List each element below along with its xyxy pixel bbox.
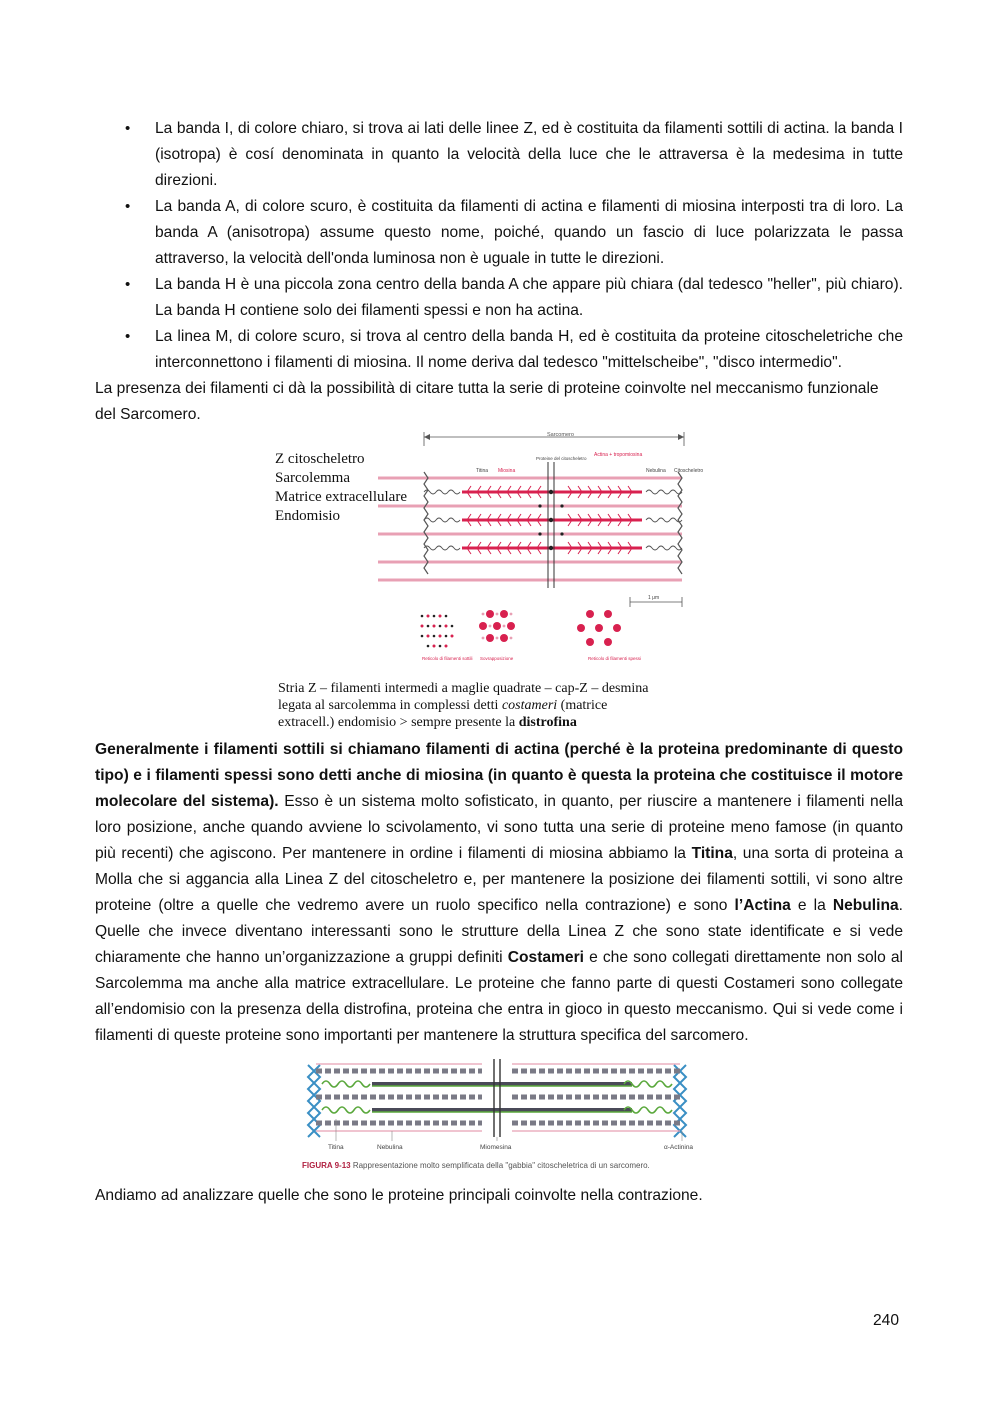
bullet-item: • La banda H è una piccola zona centro della banda A che appare più chiara (dal tedesco "heller", più chiaro). La banda H contiene solo dei filamenti spessi e non ha actina. [95,272,903,324]
sovrapposizione-label: Sovrapposizione [480,656,514,661]
cross-section-thick [577,610,641,661]
sarcomero-label: Sarcomero [547,432,574,438]
main-paragraph: Generalmente i filamenti sottili si chiamano filamenti di actina (perché è la proteina predominante di questo tipo) e i filamenti spessi sono detti anche di miosina (in quanto è questa la proteina che costituisce il motore molecolare del sistema). Esso è un sistema molto sofisticato, in quanto, per riuscire a mantenere i filamenti nella loro posizione, anche quando avviene lo scivolamento, vi sono tutta una serie di proteine meno famose (in quanto più recenti) che agiscono. Per mantenere in ordine i filamenti di miosina abbiamo la Titina, una sorta di proteina a Molla che si aggancia alla Linea Z del citoscheletro e, per mantenere la posizione dei filamenti sottili, vi sono altre proteine (oltre a quelle che vedremo avere un ruolo specifico nella contrazione) e sono l’Actina e la Nebulina. Quelle che invece diventano interessanti sono le strutture della Linea Z che sono state identificate e si vede chiaramente che hanno un’organizzazione a gruppi definiti Costameri e che sono collegati direttamente non solo al Sarcolemma ma anche alla matrice extracellulare. Le proteine che fanno parte di questi Costameri sono collegate all’endomisio con la presenza della distrofina, proteina che entra in gioco in questo meccanismo. Qui si vede come i filamenti di queste proteine sono importanti per mantenere la struttura specifica del sarcomero. [95,741,904,1044]
bullet-item: • La banda A, di colore scuro, è costituita da filamenti di actina e filamenti di miosina interposti tra di loro. La banda A (anisotropa) assume questo nome, poiché, quando un fascio di luce polarizzata le passa attraverso, la velocità dell'onda luminosa non è uguale in tutte le direzioni. [95,194,903,272]
bullet-list [95,116,903,376]
miomesina-label: Miomesina [480,1144,512,1151]
nebulina-label: Nebulina [646,468,666,474]
ret-sottili-label: Reticolo di filamenti sottili [422,656,473,661]
intro-paragraph: La presenza dei filamenti ci dà la possibilità di citare tutta la serie di proteine coinvolte nel meccanismo funzionale del Sarcomero. [95,380,879,423]
filament-rows [378,462,682,588]
miosina-label: Miosina [498,468,516,474]
actina-tropo-label: Actina + tropomiosina [594,452,643,458]
bullet-item: • La linea M, di colore scuro, si trova al centro della banda H, ed è costituita da proteine citoscheletriche che interconnettono i filamenti di miosina. Il nome deriva dal tedesco "mittelscheibe", "disco intermedio". [95,324,903,376]
bullet-icon: • [125,276,131,293]
sarcomere-figure [272,432,708,736]
nebulina-label: Nebulina [377,1144,403,1151]
page-number: 240 [873,1312,900,1329]
titina-label: Titina [476,468,489,474]
scale-label: 1 μm [648,595,660,601]
proteine-cito-label: Proteine del citoscheletro [536,456,587,461]
figure1-caption: Stria Z – filamenti intermedi a maglie quadrate – cap-Z – desmina legata al sarcolemma in complessi detti costameri (matrice extracell.) endomisio > sempre presente la distrofina [278,681,649,730]
cytoskeleton-figure [302,1059,705,1175]
bullet-icon: • [125,198,131,215]
citoscheletro-label: Citoscheletro [674,468,704,474]
bullet-item: • La banda I, di colore chiaro, si trova ai lati delle linee Z, ed è costituita da filamenti sottili di actina. la banda I (isotropa) è cosí denominata in quanto la velocità della luce che le attraversa è la medesima in tutte direzioni. [95,116,903,194]
cytoskeleton-diagram [302,1059,705,1159]
figure2-caption: FIGURA 9-13 Rappresentazione molto semplificata della "gabbia" citoscheletrica di un sarcomero. [302,1161,650,1170]
sarcomere-diagram [272,432,708,678]
cross-section-overlap [479,610,515,661]
figure-legend: Z citoscheletro Sarcolemma Matrice extracellulare Endomisio [275,451,407,524]
closing-paragraph: Andiamo ad analizzare quelle che sono le proteine principali coinvolte nella contrazione. [95,1187,703,1204]
ret-spessi-label: Reticolo di filamenti spessi [588,656,642,661]
titina-label: Titina [328,1144,344,1151]
actinina-label: α-Actinina [664,1144,694,1151]
bullet-icon: • [125,328,131,345]
page-content [95,116,903,1209]
cross-section-thin [421,615,473,662]
bullet-icon: • [125,120,131,137]
